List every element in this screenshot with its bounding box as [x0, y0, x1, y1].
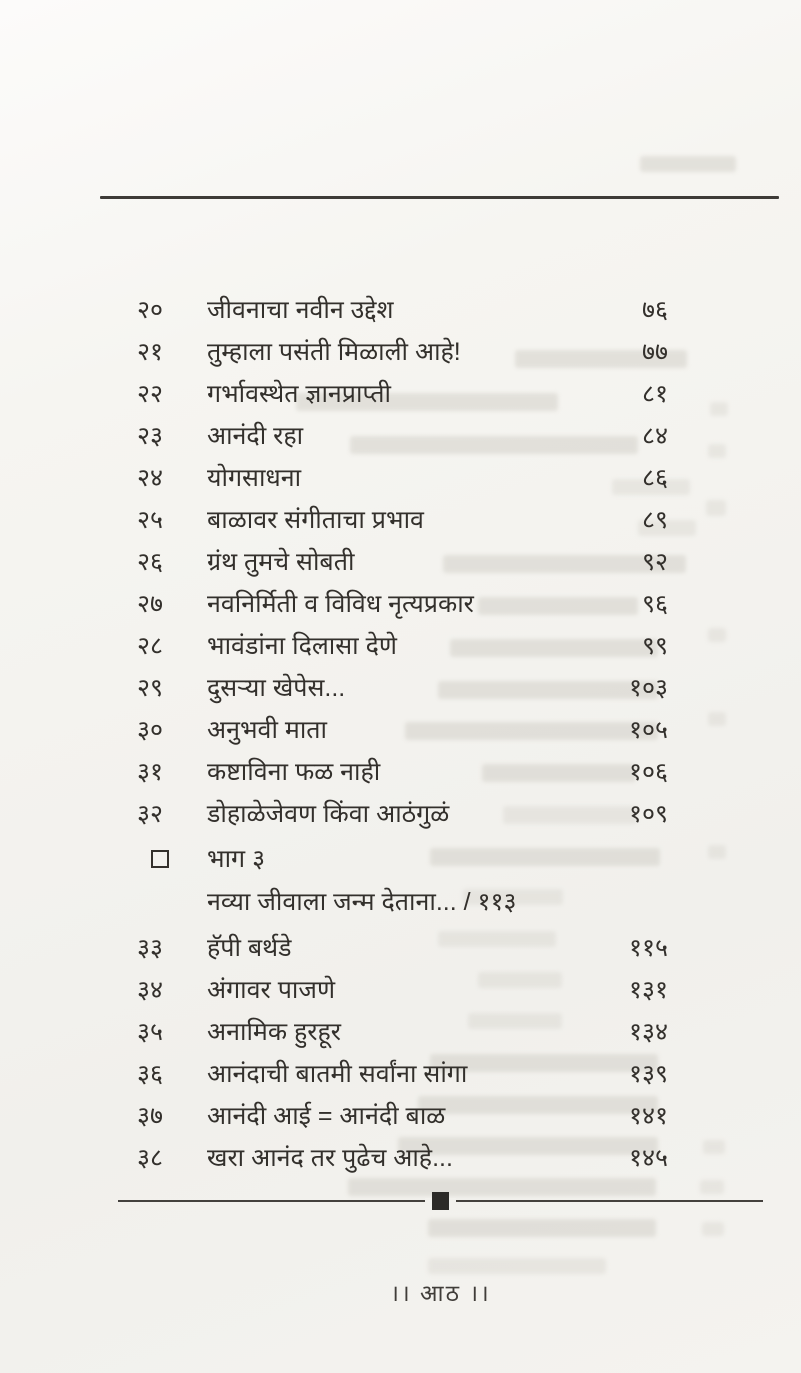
- toc-list-part1: [137, 288, 668, 834]
- toc-entry-title: ग्रंथ तुमचे सोबती: [207, 548, 355, 576]
- bleed-through-mark: [708, 444, 726, 458]
- toc-entry-page: १३१: [628, 976, 668, 1004]
- toc-row: [137, 498, 668, 540]
- toc-row: [137, 708, 668, 750]
- toc-entry-page: १०९: [628, 800, 668, 828]
- toc-entry-title: तुम्हाला पसंती मिळाली आहे!: [207, 338, 461, 366]
- toc-entry-number: २५: [137, 506, 164, 534]
- toc-entry-page: ११५: [628, 934, 668, 962]
- toc-entry-page: १०६: [628, 758, 668, 786]
- toc-entry-number: २४: [137, 464, 164, 492]
- toc-row: [137, 456, 668, 498]
- toc-entry-title: भावंडांना दिलासा देणे: [207, 632, 397, 660]
- toc-entry-number: ३२: [137, 800, 164, 828]
- toc-entry-page: ९२: [641, 548, 668, 576]
- toc-entry-number: २७: [137, 590, 164, 618]
- toc-entry-page: ८४: [641, 422, 668, 450]
- toc-row: [137, 624, 668, 666]
- toc-entry-title: खरा आनंद तर पुढेच आहे...: [207, 1144, 453, 1172]
- toc-entry-title: अनामिक हुरहूर: [207, 1018, 342, 1046]
- toc-entry-title: कष्टाविना फळ नाही: [207, 758, 381, 786]
- toc-entry-title: बाळावर संगीताचा प्रभाव: [207, 506, 424, 534]
- toc-entry-number: ३०: [137, 716, 164, 744]
- toc-row: [137, 750, 668, 792]
- toc-entry-number: २०: [137, 296, 164, 324]
- toc-row: [137, 666, 668, 708]
- toc-entry-page: ७७: [641, 338, 668, 366]
- toc-entry-number: २२: [137, 380, 164, 408]
- toc-entry-page: १३९: [628, 1060, 668, 1088]
- toc-entry-page: १४५: [628, 1144, 668, 1172]
- bleed-through-mark: [708, 845, 726, 859]
- toc-entry-page: ९६: [641, 590, 668, 618]
- toc-entry-title: अनुभवी माता: [207, 716, 328, 744]
- section-label: भाग ३: [207, 845, 266, 873]
- section-bullet-cell: [137, 844, 207, 873]
- toc-entry-page: ७६: [641, 296, 668, 324]
- toc-entry-title: आनंदी रहा: [207, 422, 304, 450]
- toc-entry-number: ३३: [137, 934, 164, 962]
- toc-entry-title: आनंदाची बातमी सर्वांना सांगा: [207, 1060, 468, 1088]
- bleed-through-mark: [700, 1180, 724, 1194]
- toc-entry-number: २९: [137, 674, 164, 702]
- toc-row: [137, 540, 668, 582]
- toc-row: [137, 792, 668, 834]
- toc-entry-title: हॅपी बर्थडे: [207, 934, 292, 962]
- toc-row: [137, 968, 668, 1010]
- toc-entry-number: २३: [137, 422, 164, 450]
- toc-entry-title: नवनिर्मिती व विविध नृत्यप्रकार: [207, 590, 474, 618]
- bleed-through-mark: [708, 712, 726, 726]
- bleed-through-mark: [708, 628, 726, 642]
- toc-entry-title: दुसऱ्या खेपेस...: [207, 674, 346, 702]
- toc-list-part2: [137, 926, 668, 1178]
- toc-row: [137, 330, 668, 372]
- bleed-through-mark: [640, 156, 736, 172]
- toc-row: [137, 1010, 668, 1052]
- square-bullet-icon: [151, 850, 169, 868]
- header-rule: [100, 196, 779, 199]
- section-heading: [137, 836, 668, 880]
- toc-entry-page: १०३: [628, 674, 668, 702]
- toc-row: [137, 1052, 668, 1094]
- toc-entry-page: ८१: [641, 380, 668, 408]
- toc-row: [137, 372, 668, 414]
- toc-entry-number: ३७: [137, 1102, 164, 1130]
- toc-entry-page: १३४: [628, 1018, 668, 1046]
- toc-entry-number: २६: [137, 548, 164, 576]
- bleed-through-mark: [348, 1178, 656, 1196]
- toc-row: [137, 1136, 668, 1178]
- toc-entry-number: ३८: [137, 1144, 164, 1172]
- bleed-through-mark: [710, 402, 728, 416]
- toc-entry-page: ८९: [641, 506, 668, 534]
- toc-entry-title: डोहाळेजेवण किंवा आठंगुळं: [207, 800, 450, 828]
- toc-entry-number: २८: [137, 632, 164, 660]
- toc-entry-title: जीवनाचा नवीन उद्देश: [207, 296, 394, 324]
- bleed-through-mark: [706, 500, 726, 516]
- footer-square-ornament: [432, 1192, 449, 1210]
- toc-entry-page: १४१: [628, 1102, 668, 1130]
- toc-entry-title: योगसाधना: [207, 464, 302, 492]
- toc-entry-number: ३१: [137, 758, 164, 786]
- bleed-through-mark: [703, 1140, 725, 1154]
- bleed-through-mark: [702, 1222, 724, 1236]
- toc-row: [137, 414, 668, 456]
- toc-entry-number: २१: [137, 338, 164, 366]
- toc-row: [137, 288, 668, 330]
- toc-row: [137, 582, 668, 624]
- table-of-contents: [137, 288, 668, 1178]
- page-number-marker: ।। आठ ।।: [390, 1280, 491, 1306]
- toc-entry-page: ९९: [641, 632, 668, 660]
- toc-row: [137, 1094, 668, 1136]
- toc-entry-title: गर्भावस्थेत ज्ञानप्राप्ती: [207, 380, 391, 408]
- toc-entry-number: ३६: [137, 1060, 164, 1088]
- toc-entry-title: अंगावर पाजणे: [207, 976, 336, 1004]
- toc-entry-number: ३४: [137, 976, 164, 1004]
- toc-entry-page: ८६: [641, 464, 668, 492]
- toc-entry-page: १०५: [628, 716, 668, 744]
- section-subtitle-row: [137, 880, 668, 922]
- toc-entry-title: आनंदी आई = आनंदी बाळ: [207, 1102, 446, 1130]
- toc-row: [137, 926, 668, 968]
- bleed-through-mark: [428, 1219, 656, 1237]
- toc-entry-number: ३५: [137, 1018, 164, 1046]
- bleed-through-mark: [428, 1258, 606, 1274]
- section-subtitle: नव्या जीवाला जन्म देताना... / ११३: [207, 888, 517, 916]
